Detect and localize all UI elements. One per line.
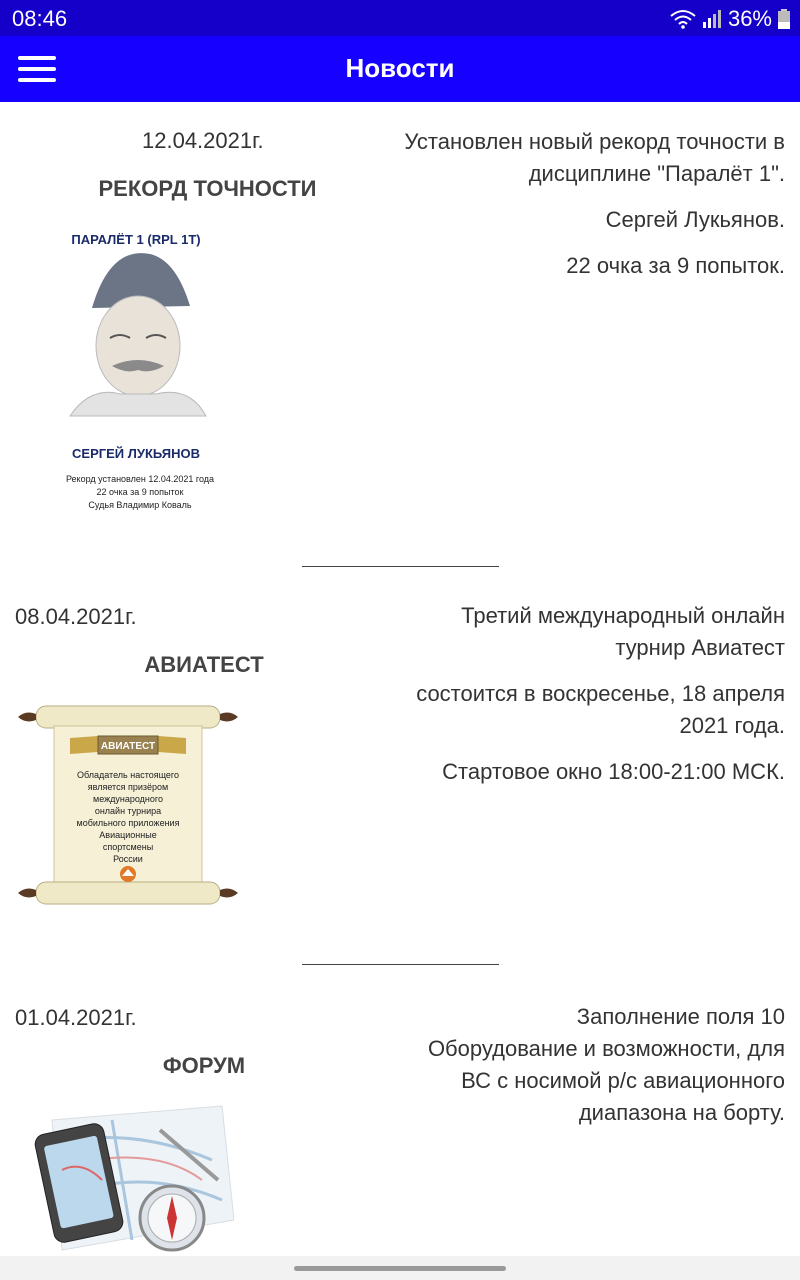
image-caption: Рекорд установлен 12.04.2021 года [65, 474, 215, 484]
app-bar [0, 36, 800, 102]
record-certificate-image[interactable] [50, 226, 230, 518]
battery-icon [778, 9, 790, 29]
wifi-icon [670, 9, 696, 29]
scroll-diploma-image[interactable] [18, 700, 238, 908]
system-navigation-bar [0, 1256, 800, 1280]
image-name: СЕРГЕЙ ЛУКЬЯНОВ [72, 446, 200, 461]
svg-text:Авиационные: Авиационные [99, 830, 157, 840]
status-bar [0, 0, 800, 36]
svg-text:является призёром: является призёром [87, 782, 169, 792]
battery-percent: 36% [727, 6, 772, 31]
news-paragraph: Третий международный онлайн турнир Авиатест [461, 603, 785, 660]
news-paragraph: Заполнение поля 10 Оборудование и возможности, для ВС с носимой р/с авиационного диапазона на борту. [427, 1004, 785, 1125]
news-paragraph: 22 очка за 9 попыток. [566, 253, 785, 278]
forum-map-image[interactable] [22, 1100, 234, 1256]
svg-text:Обладатель настоящего: Обладатель настоящего [76, 770, 180, 780]
svg-text:России: России [113, 854, 143, 864]
svg-text:спортсмены: спортсмены [102, 842, 154, 852]
scroll-handle-icon [18, 713, 36, 722]
news-date: 01.04.2021г. [15, 1005, 137, 1030]
news-paragraph: Стартовое окно 18:00-21:00 МСК. [442, 759, 785, 784]
news-date: 12.04.2021г. [142, 128, 264, 153]
diploma-banner: АВИАТЕСТ [100, 741, 156, 752]
news-heading: АВИАТЕСТ [144, 652, 264, 677]
news-date: 08.04.2021г. [15, 604, 137, 629]
svg-text:онлайн турнира: онлайн турнира [94, 806, 162, 816]
news-text [395, 600, 785, 802]
news-divider [302, 566, 499, 567]
signal-icon [702, 10, 722, 28]
image-caption: 22 очка за 9 попыток [96, 487, 184, 497]
news-heading: ФОРУМ [162, 1053, 246, 1078]
news-divider [302, 964, 499, 965]
news-text [425, 1001, 785, 1143]
news-paragraph: Сергей Лукьянов. [605, 207, 785, 232]
page-title: Новости [345, 53, 455, 83]
status-icons [670, 6, 790, 32]
svg-text:международного: международного [93, 794, 163, 804]
image-caption: Судья Владимир Коваль [88, 500, 192, 510]
status-time: 08:46 [12, 6, 68, 31]
home-gesture-handle[interactable] [294, 1266, 506, 1271]
news-paragraph: Установлен новый рекорд точности в дисциплине "Паралёт 1". [404, 129, 785, 186]
svg-text:мобильного приложения: мобильного приложения [76, 818, 180, 828]
news-heading: РЕКОРД ТОЧНОСТИ [98, 176, 317, 201]
news-paragraph: состоится в воскресенье, 18 апреля 2021 года. [416, 681, 785, 738]
news-text [395, 126, 785, 296]
image-top-label: ПАРАЛЁТ 1 (RPL 1T) [71, 232, 201, 247]
